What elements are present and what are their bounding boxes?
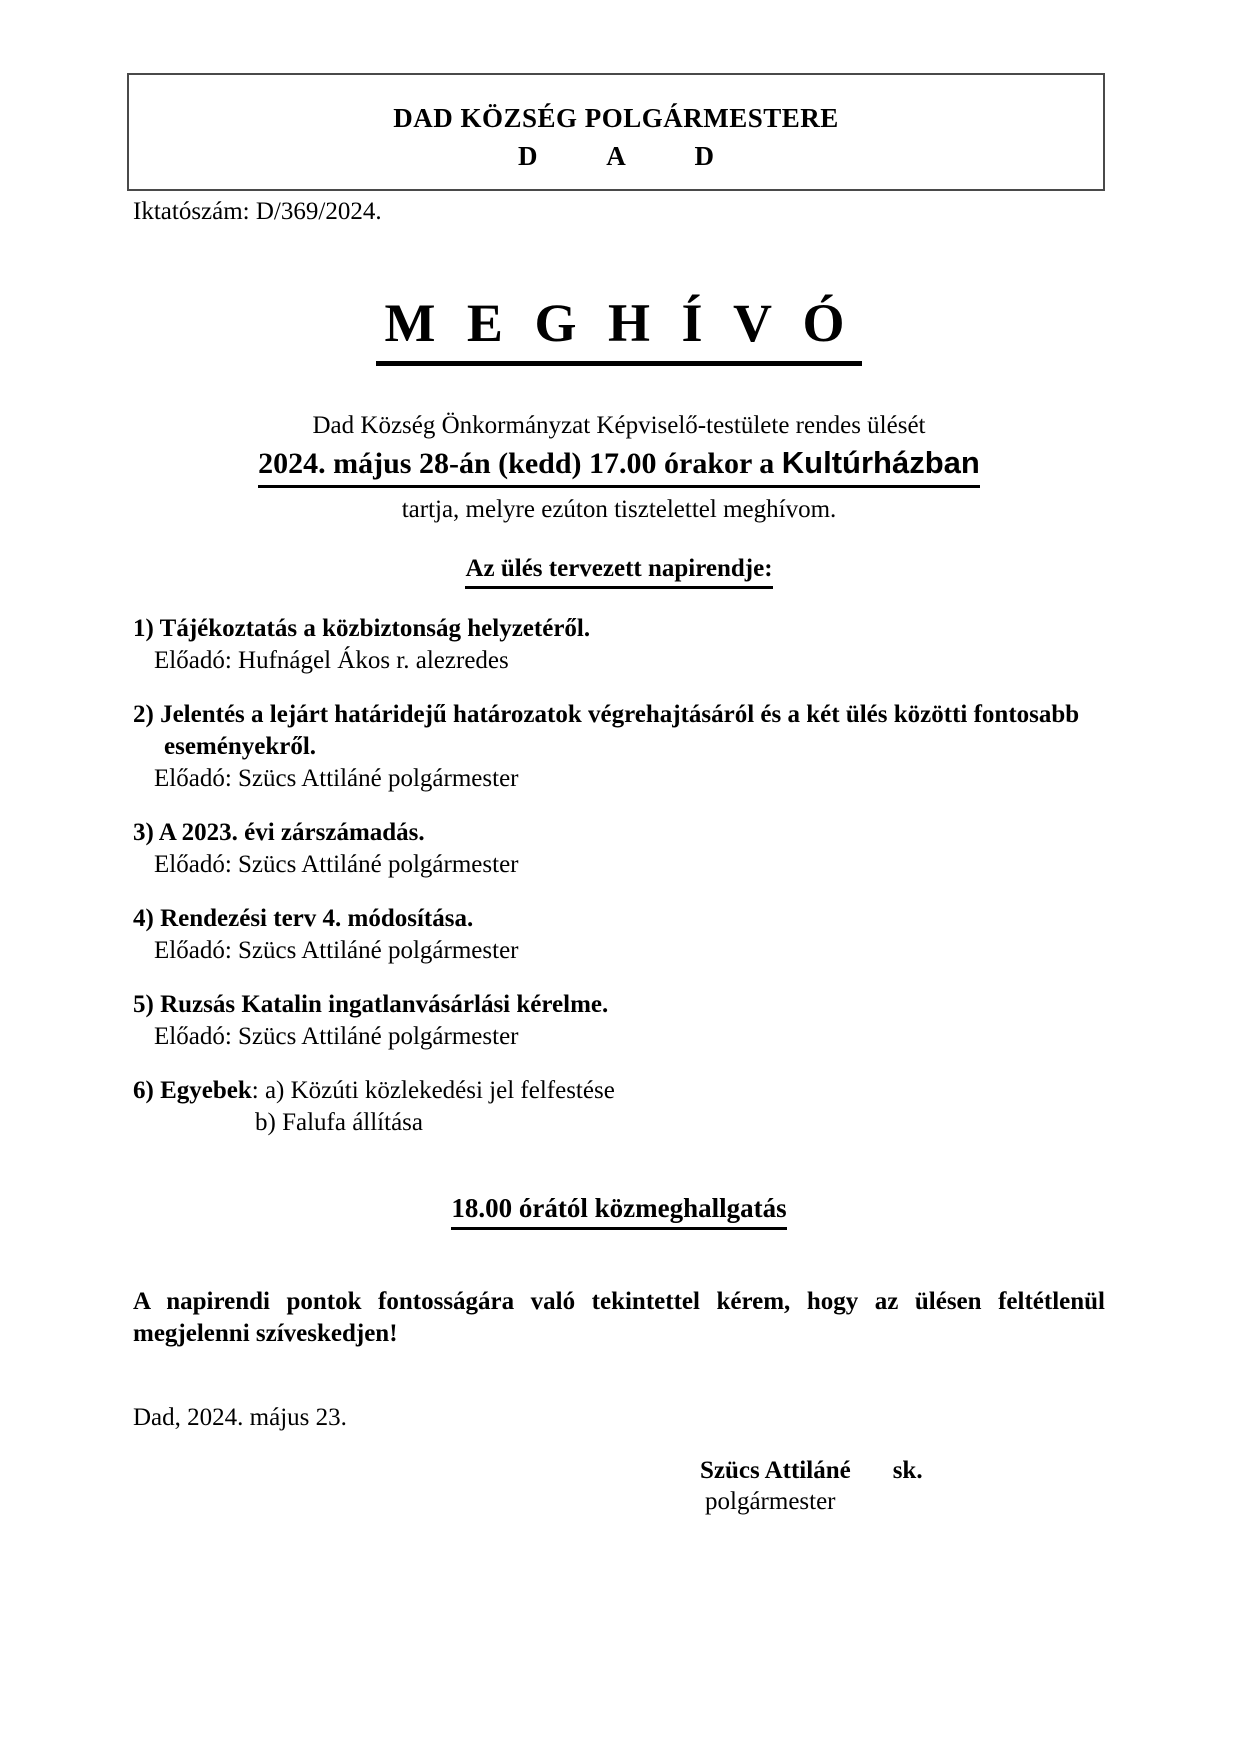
agenda-item-title — [133, 989, 1105, 1021]
agenda-item-title — [133, 1075, 1105, 1107]
letterhead-box — [127, 73, 1105, 191]
title-wrapper — [133, 292, 1105, 366]
organization-name: DAD KÖZSÉG POLGÁRMESTERE — [393, 103, 839, 133]
agenda-heading-wrapper — [133, 553, 1105, 589]
agenda-item-title-text: A 2023. évi zárszámadás. — [158, 819, 425, 846]
document-content — [0, 73, 1241, 1517]
agenda-item-title — [133, 817, 1105, 849]
agenda-item-number: 5) — [133, 991, 154, 1018]
agenda-item-title — [133, 903, 1105, 935]
agenda-item-subpoint-b: b) Falufa állítása — [255, 1109, 423, 1136]
agenda-item-title — [133, 699, 1105, 763]
agenda-item-number: 1) — [133, 615, 154, 642]
intro-line-1: Dad Község Önkormányzat Képviselő-testülete rendes ülését — [312, 412, 926, 439]
agenda-item-5 — [133, 989, 1105, 1053]
agenda-item-number: 2) — [133, 701, 154, 728]
signature-name: Szücs Attiláné — [700, 1457, 851, 1484]
agenda-item-4 — [133, 903, 1105, 967]
agenda-item-title-text: Tájékoztatás a közbiztonság helyzetéről. — [159, 615, 591, 642]
agenda-item-1 — [133, 613, 1105, 677]
closing-paragraph: A napirendi pontok fontosságára való tekintettel kérem, hogy az ülésen feltétlenül megjelenni szíveskedjen! — [133, 1288, 1105, 1347]
agenda-item-3 — [133, 817, 1105, 881]
agenda-item-title-text: Ruzsás Katalin ingatlanvásárlási kérelme. — [160, 991, 609, 1018]
agenda-item-number: 3) — [133, 819, 154, 846]
village-letter-d1: D — [518, 141, 538, 171]
agenda-list — [133, 613, 1105, 1139]
village-letters — [129, 141, 1103, 172]
signature-block — [133, 1455, 1105, 1517]
agenda-item-presenter: Előadó: Szücs Attiláné polgármester — [154, 765, 519, 792]
agenda-item-number: 4) — [133, 905, 154, 932]
agenda-item-title-bold: Egyebek — [160, 1077, 252, 1104]
agenda-item-presenter: Előadó: Hufnágel Ákos r. alezredes — [154, 647, 509, 674]
agenda-item-title-text: Jelentés a lejárt határidejű határozatok végrehajtásáról és a két ülés közötti fontosabb eseményekről. — [160, 701, 1080, 760]
agenda-item-number: 6) — [133, 1077, 154, 1104]
intro-line-3: tartja, melyre ezúton tisztelettel meghívom. — [401, 496, 837, 523]
village-letter-a: A — [606, 141, 626, 171]
village-letter-d2: D — [694, 141, 714, 171]
registry-number: Iktatószám: D/369/2024. — [133, 198, 382, 225]
agenda-item-6 — [133, 1075, 1105, 1139]
signature-sk: sk. — [892, 1457, 923, 1484]
signature-name-row — [133, 1455, 1105, 1486]
date-line: Dad, 2024. május 23. — [133, 1404, 347, 1431]
intro-line-2 — [133, 444, 1105, 488]
meeting-datetime-text: 2024. május 28-án (kedd) 17.00 órakor a — [258, 447, 782, 480]
agenda-item-title-text: Rendezési terv 4. módosítása. — [160, 905, 474, 932]
public-hearing-wrapper — [133, 1191, 1105, 1230]
public-hearing-heading: 18.00 órától közmeghallgatás — [451, 1191, 786, 1230]
agenda-heading: Az ülés tervezett napirendje: — [465, 553, 772, 589]
agenda-item-title — [133, 613, 1105, 645]
agenda-item-presenter: Előadó: Szücs Attiláné polgármester — [154, 851, 519, 878]
agenda-item-presenter: Előadó: Szücs Attiláné polgármester — [154, 1023, 519, 1050]
signature-role: polgármester — [705, 1488, 836, 1515]
document-title: M E G H Í V Ó — [376, 292, 861, 366]
agenda-item-presenter: Előadó: Szücs Attiláné polgármester — [154, 937, 519, 964]
meeting-datetime-underlined — [258, 444, 980, 488]
agenda-item-2 — [133, 699, 1105, 795]
meeting-venue: Kultúrházban — [781, 445, 980, 480]
agenda-item-subpoint-a: : a) Közúti közlekedési jel felfestése — [251, 1077, 615, 1104]
